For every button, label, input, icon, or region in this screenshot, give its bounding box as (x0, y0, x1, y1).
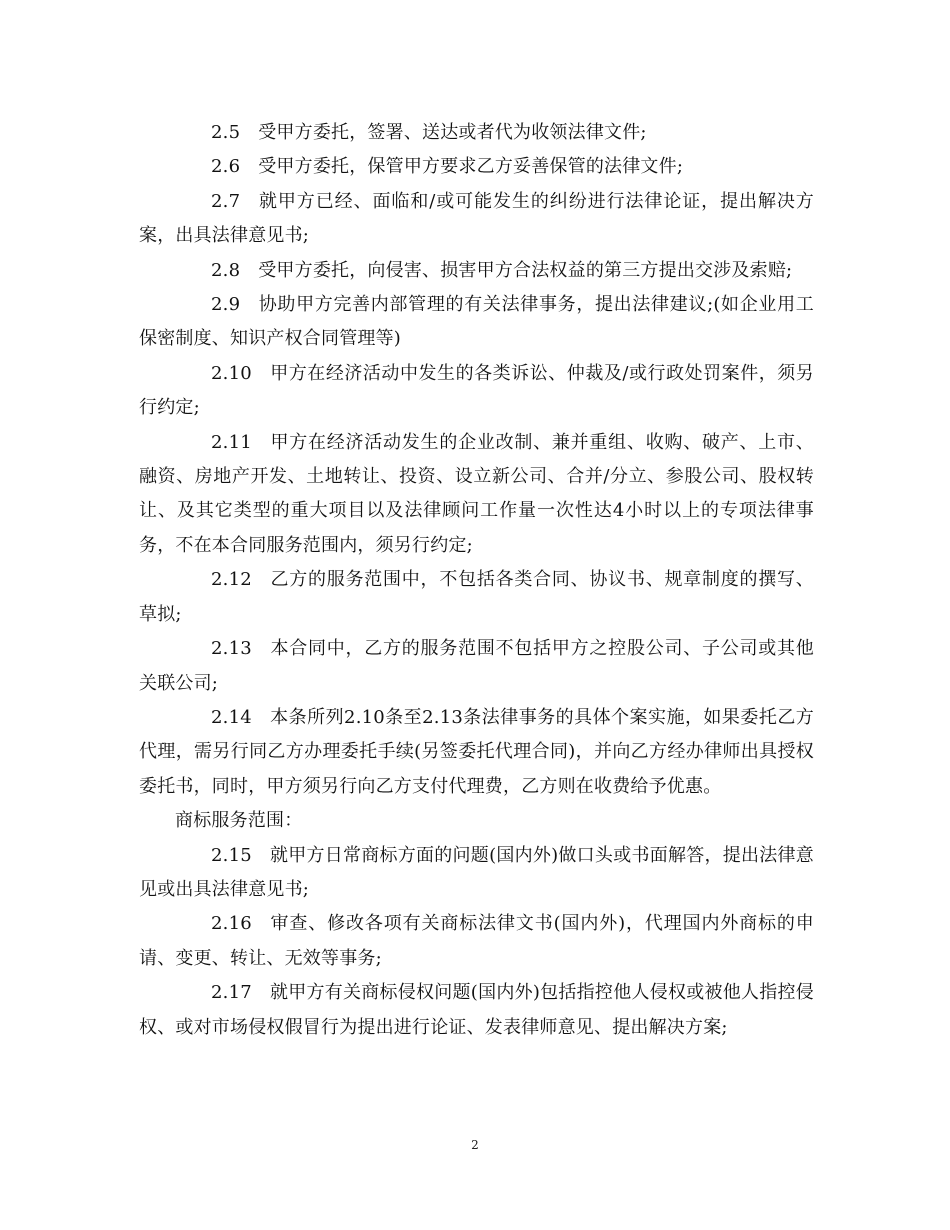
clause-text: 受甲方委托，保管甲方要求乙方妥善保管的法律文件; (258, 156, 684, 178)
clause-number: 2.6 (211, 156, 241, 178)
clause-2-10 (139, 357, 814, 426)
clause-2-14 (139, 701, 814, 804)
clause-text: 就甲方已经、面临和/或可能发生的纠纷进行法律论证，提出解决方案，出具法律意见书; (139, 190, 814, 247)
clause-number: 2.7 (211, 190, 241, 212)
page-number: 2 (471, 1138, 479, 1152)
clause-number: 2.16 (211, 913, 252, 935)
clause-text: 就甲方有关商标侵权问题(国内外)包括指控他人侵权或被他人指控侵权、或对市场侵权假冒行为提出进行论证、发表律师意见、提出解决方案; (139, 982, 814, 1038)
clause-text: 协助甲方完善内部管理的有关法律事务，提出法律建议;(如企业用工保密制度、知识产权合同管理等) (139, 294, 814, 350)
clause-2-11 (139, 426, 814, 564)
clause-2-6 (139, 150, 814, 184)
document-body (139, 116, 814, 1045)
clause-text: 审查、修改各项有关商标法律文书(国内外)，代理国内外商标的申请、变更、转让、无效等事务; (139, 913, 814, 969)
clause-2-5 (139, 116, 814, 150)
clause-text: 本条所列2.10条至2.13条法律事务的具体个案实施，如果委托乙方代理，需另行同乙方办理委托手续(另签委托代理合同)，并向乙方经办律师出具授权委托书，同时，甲方须另行向乙方支付代理费，乙方则在收费给予优惠。 (139, 706, 814, 797)
clause-2-17 (139, 976, 814, 1045)
clause-text: 甲方在经济活动中发生的各类诉讼、仲裁及/或行政处罚案件，须另行约定; (139, 362, 814, 419)
clause-text: 就甲方日常商标方面的问题(国内外)做口头或书面解答，提出法律意见或出具法律意见书; (139, 844, 814, 900)
clause-number: 2.15 (211, 844, 252, 866)
clause-number: 2.14 (211, 706, 252, 728)
clause-2-12 (139, 563, 814, 632)
clause-text: 受甲方委托，签署、送达或者代为收领法律文件; (258, 122, 647, 143)
clause-number: 2.9 (211, 294, 241, 316)
clause-text: 受甲方委托，向侵害、损害甲方合法权益的第三方提出交涉及索赔; (258, 259, 793, 281)
clause-number: 2.11 (211, 431, 252, 453)
clause-text: 本合同中，乙方的服务范围不包括甲方之控股公司、子公司或其他关联公司; (139, 638, 814, 694)
clause-number: 2.12 (211, 569, 252, 591)
clause-text: 甲方在经济活动发生的企业改制、兼并重组、收购、破产、上市、融资、房地产开发、土地转让、投资、设立新公司、合并/分立、参股公司、股权转让、及其它类型的重大项目以及法律顾问工作量一次性达4小时以上的专项法律事务，不在本合同服务范围内，须另行约定; (139, 431, 814, 556)
clause-2-13 (139, 632, 814, 701)
clause-2-16 (139, 907, 814, 976)
section-heading-trademark (139, 804, 814, 838)
clause-2-8 (139, 254, 814, 288)
clause-2-7 (139, 185, 814, 254)
clause-number: 2.5 (211, 122, 241, 143)
clause-number: 2.10 (211, 362, 252, 384)
clause-2-15 (139, 839, 814, 908)
clause-number: 2.8 (211, 259, 241, 281)
clause-2-9 (139, 288, 814, 357)
clause-text: 乙方的服务范围中，不包括各类合同、协议书、规章制度的撰写、草拟; (139, 569, 814, 625)
section-heading-text: 商标服务范围： (175, 810, 303, 832)
clause-number: 2.13 (211, 638, 252, 660)
clause-number: 2.17 (211, 982, 252, 1004)
